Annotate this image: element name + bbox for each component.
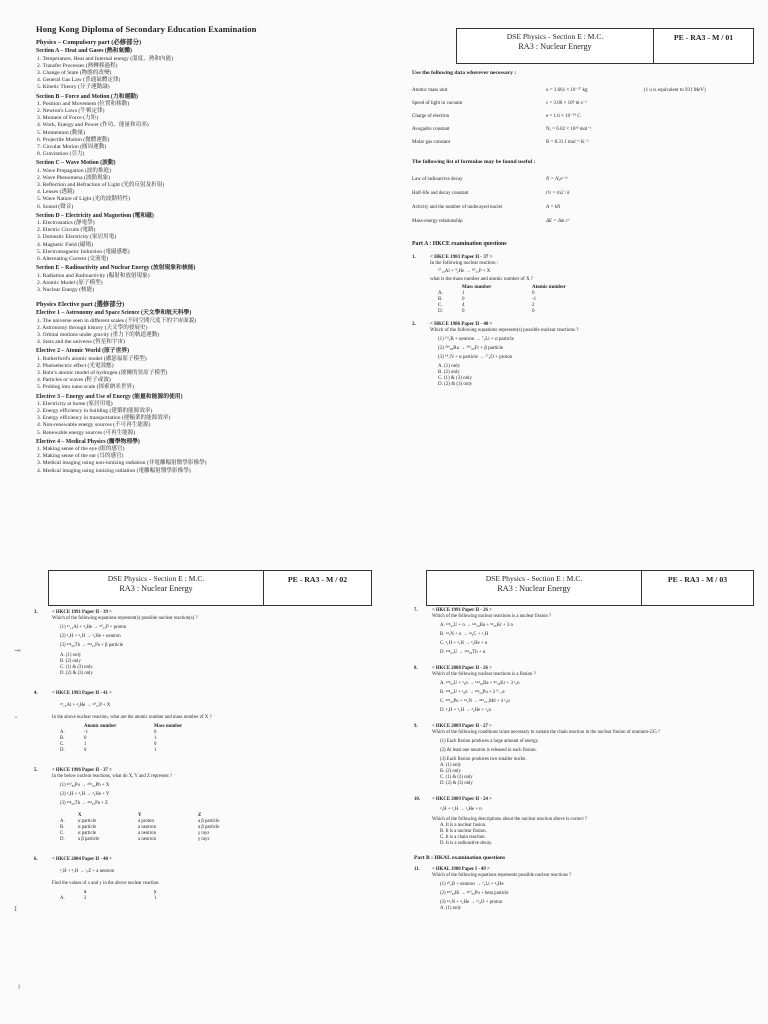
table-header: Z	[198, 813, 202, 818]
compulsory-part-title: Physics – Compulsory part (必修部分)	[36, 39, 142, 47]
option-letter: B.	[60, 825, 65, 830]
section-item: 2. Photoelectric effect (光電效應)	[37, 362, 114, 369]
section-item: 6. Projectile Motion (拋體運動)	[37, 136, 110, 143]
elective-sections	[36, 310, 366, 474]
equation: D. ²³⁸₉₂U → ²³⁴₉₀Th + α	[440, 650, 486, 655]
equation: (2) ²¹⁰₈₃Bi → ²¹⁰₈₄Po + beta particle	[440, 891, 509, 896]
section-item: 3. Orbital motions under gravity (重力下的軌道運動)	[37, 331, 160, 338]
question-7	[414, 608, 744, 656]
question-number: 10.	[414, 797, 420, 802]
section-item: 3. Nuclear Energy (核能)	[37, 286, 95, 293]
section-title: Elective 4 – Medical Physics (醫學物理學)	[36, 438, 140, 445]
table-cell: a β particle	[198, 819, 220, 824]
answer-option: C. (1) & (3) only	[60, 665, 93, 670]
question-source: < HKCE 2004 Paper II - 40 >	[52, 857, 112, 862]
equation: ²₁H + ²₁H → ³₂He + n	[440, 807, 482, 812]
question-number: 2.	[412, 322, 416, 327]
table-cell: 0	[154, 742, 157, 747]
question-text: In the below nuclear reactions, what do X, Y and Z represent ?	[52, 774, 173, 779]
margin-scribble: ˇ	[14, 716, 18, 725]
equation: (1) ²¹⁰₈₄Po → ²⁰⁶₈₂Pb + X	[60, 783, 110, 788]
section-item: 1. Making sense of the eye (眼的感官)	[37, 445, 125, 452]
section-item: 3. Change of State (物態的改變)	[37, 70, 112, 77]
table-header: Atomic number	[532, 285, 566, 290]
section-item: 3. Bohr's atomic model of hydrogen (玻爾的氫原子模型)	[37, 369, 168, 376]
table-cell: 0	[84, 748, 87, 753]
section-title: Elective 3 – Energy and Use of Energy (能量和能源的使用)	[36, 393, 183, 400]
equation: B. ¹⁴₇N + n → ¹⁴₆C + ¹₁H	[440, 632, 489, 637]
table-cell: α particle	[78, 831, 97, 836]
header-topic: RA3 : Nuclear Energy	[518, 42, 592, 51]
table-cell: 0	[532, 309, 535, 314]
answer-table	[34, 724, 354, 754]
table-cell: a β particle	[198, 825, 220, 830]
section-item: 2. Electric Circuits (電路)	[37, 227, 96, 234]
header-page-code: PE - RA3 - M / 02	[287, 575, 348, 584]
section-title: Section D – Electricity and Magnetism (電和磁)	[36, 212, 154, 219]
answer-option: A. (1) only	[440, 906, 462, 911]
equation: ²⁷₁₃Al + ⁴₂He → ³⁰₁₅P + X	[60, 703, 111, 708]
answer-option: A. (1) only	[440, 763, 462, 768]
section-item: 3. Reflection and Refraction of Light (光的反射及折射)	[37, 182, 165, 189]
section-item: 5. Probing into nano scale (探索納米世界)	[37, 384, 134, 391]
table-header: y	[154, 890, 157, 895]
page-02-body	[34, 610, 354, 909]
worksheet-page-03	[384, 512, 768, 1024]
constant-name: Speed of light in vacuum	[412, 100, 463, 106]
equation: (3) ²³⁴₉₀Th → ²³⁴₉₁Pa + Z	[60, 801, 108, 806]
question-source: < HKCE 2008 Paper II - 26 >	[432, 666, 492, 671]
equation: (3) ²³⁴₉₀Th → ²³⁴₉₁Pa + β particle	[60, 643, 124, 648]
section-item: 3. Domestic Electricity (家居用電)	[37, 234, 117, 241]
table-cell: α particle	[78, 825, 97, 830]
question-number: 5.	[34, 768, 38, 773]
section-item: 5. Wave Nature of Light (光的波動特性)	[37, 196, 130, 203]
equation: (3) ¹⁴₇N + ⁴₂He → ¹⁷₈O + proton	[440, 900, 503, 905]
table-cell: 0	[532, 291, 535, 296]
question-ask: In the above nuclear reaction, what are the atomic number and mass number of X ?	[52, 715, 212, 720]
option-letter: D.	[60, 748, 65, 753]
option-letter: D.	[60, 837, 65, 842]
option-letter: A.	[60, 730, 65, 735]
section-item: 1. Temperature, Heat and Internal energy (溫度、熱和內能)	[37, 55, 174, 62]
option-letter: B.	[438, 297, 443, 302]
table-cell: -1	[532, 297, 537, 302]
formula-value: ΔE = Δm c²	[546, 219, 570, 224]
table-cell: 1	[84, 742, 87, 747]
section-item: 1. Electrostatics (靜電學)	[37, 220, 95, 227]
section-item: 5. Renewable energy sources (可再生能源)	[37, 429, 136, 436]
section-item: 1. Electricity at home (家居用電)	[37, 400, 113, 407]
answer-option: A. (1) only	[438, 364, 461, 369]
formula-name: Half-life and decay constant	[412, 191, 469, 196]
question-ask: Find the values of x and y in the above nuclear reaction.	[52, 881, 160, 886]
question-11	[414, 867, 744, 912]
constant-value: e = 1.6 × 10⁻¹⁹ C	[546, 113, 581, 119]
header-title-cell	[457, 29, 654, 63]
formulae-table	[412, 173, 748, 229]
section-item: 4. Lenses (透鏡)	[37, 189, 75, 196]
question-2	[412, 322, 748, 388]
constant-row	[412, 136, 748, 149]
answer-option: C. (1) & (3) only	[440, 775, 473, 780]
equation: (1) ¹⁰₅B + neutron → ⁷₃Li + α particle	[438, 337, 514, 342]
header-course: DSE Physics - Section E : M.C.	[485, 574, 583, 583]
option-letter: A.	[60, 819, 65, 824]
question-source: < HKCE 2009 Paper II - 27 >	[432, 724, 492, 729]
question-1	[412, 255, 748, 315]
section-title: Elective 2 – Atomic World (原子世界)	[36, 348, 130, 355]
equation: (1) ¹⁰₅B + neutron → ⁷₃Li + ⁴₂He	[440, 882, 504, 887]
table-cell: 1	[154, 896, 157, 901]
equation: B. ²³⁸₉₂U + ¹₀n → ²³⁹₉₄Pu + 2 ⁰₋₁e	[440, 690, 505, 695]
data-intro: Use the following data wherever necessary :	[412, 70, 517, 76]
section-item: 1. Radiation and Radioactivity (輻射和放射現象)	[37, 272, 150, 279]
table-cell: 1	[154, 736, 157, 741]
table-header: X	[78, 813, 82, 818]
table-cell: a neutron	[138, 825, 156, 830]
answer-option: C. It is a chain reaction.	[440, 835, 486, 840]
header-page-code: PE - RA3 - M / 03	[667, 575, 728, 584]
header-course: DSE Physics - Section E : M.C.	[107, 574, 205, 583]
syllabus-content	[36, 26, 366, 475]
header-topic: RA3 : Nuclear Energy	[497, 584, 571, 593]
section-item: 3. Medical imaging using non-ionizing radiation (非電離輻射醫學影像學)	[37, 460, 207, 467]
header-course: DSE Physics - Section E : M.C.	[506, 32, 604, 41]
constant-row	[412, 97, 748, 110]
formula-value: t½ = ln2 / k	[546, 191, 570, 196]
table-cell: 0	[84, 736, 87, 741]
question-number: 3.	[34, 610, 38, 615]
constant-row	[412, 123, 748, 136]
table-cell: 0	[154, 730, 157, 735]
equation: (2) ²₁H + ²₁H → ³₂He + Y	[60, 792, 110, 797]
section-title: Section E – Radioactivity and Nuclear Energy (放射現象和核能)	[36, 265, 196, 272]
formula-row	[412, 201, 748, 215]
answer-table	[412, 285, 748, 315]
table-header: Y	[138, 813, 142, 818]
question-ask: what is the mass number and atomic number of X ?	[430, 277, 534, 282]
question-text: Which of the following conditions is/are necessary to sustain the chain reaction in the nuclear fission of uranium-235 ?	[432, 730, 661, 735]
answer-option: D. It is a radioactive decay.	[440, 841, 493, 846]
answer-option: B. (2) only	[440, 769, 461, 774]
table-row	[438, 309, 748, 315]
constant-value: R = 8.31 J mol⁻¹ K⁻¹	[546, 139, 589, 145]
header-topic: RA3 : Nuclear Energy	[119, 584, 193, 593]
section-item: 2. Newton's Laws (牛頓定律)	[37, 108, 105, 115]
table-cell: 0	[462, 309, 465, 314]
section-item: 1. Rutherford's atomic model (盧瑟福原子模型)	[37, 355, 147, 362]
question-6	[34, 857, 354, 902]
table-cell: 4	[462, 303, 465, 308]
formula-name: Law of radioactive decay	[412, 177, 463, 182]
section-item: 5. Momentum (動量)	[37, 129, 86, 136]
section-item: 3. Energy efficiency in transportation (運輸業的能源效率)	[37, 415, 171, 422]
equation: (3) ¹⁴₇N + α particle → ¹⁷₈O + proton	[438, 355, 513, 360]
condition: (3) Each fission produces two smaller nuclei.	[440, 757, 527, 762]
header-title-cell	[427, 571, 642, 605]
section-title: Section A – Heat and Gases (熱和氣體)	[36, 48, 132, 55]
section-item: 4. Magnetic Field (磁場)	[37, 241, 93, 248]
question-number: 1.	[412, 255, 416, 260]
section-title: Elective 1 – Astronomy and Space Science (天文學和航天科學)	[36, 310, 192, 317]
part-b-title: Part B : HKAL examination questions	[414, 855, 506, 861]
syllabus-page	[0, 0, 384, 512]
section-item: 1. Position and Movement (位置和移動)	[37, 100, 130, 107]
answer-table	[34, 813, 354, 843]
answer-option: A. It is a nuclear fusion.	[440, 823, 487, 828]
question-source: < HKCE 1991 Paper II - 26 >	[432, 608, 492, 613]
constant-name: Atomic mass unit	[412, 87, 448, 93]
section-item: 4. Non-renewable energy sources (不可再生能源)	[37, 422, 151, 429]
question-text: Which of the following equations represents possible nuclear reactions ?	[432, 873, 572, 878]
question-9	[414, 724, 744, 787]
part-a-title: Part A : HKCE examination questions	[412, 241, 507, 247]
question-3	[34, 610, 354, 677]
section-item: 5. Kinetic Theory (分子運動論)	[37, 84, 110, 91]
question-source: < HKCE 1991 Paper II - 39 >	[52, 610, 112, 615]
constant-name: Molar gas constant	[412, 139, 451, 145]
worksheet-page-02	[0, 512, 384, 1024]
question-5	[34, 768, 354, 843]
question-source: < HKCE 2009 Paper II - 24 >	[432, 797, 492, 802]
constant-value: Nₐ = 6.02 × 10²³ mol⁻¹	[546, 126, 592, 132]
table-header: x	[84, 890, 87, 895]
constant-value: c = 3.00 × 10⁸ m s⁻¹	[546, 100, 587, 106]
question-text: Which of the following descriptions about the nuclear reaction above is correct ?	[432, 817, 588, 822]
equation: (2) ²²⁶₈₈Ra → ²²⁶₈₉Fr + β particle	[438, 346, 504, 351]
question-source: < HKCE 1986 Paper II - 40 >	[430, 322, 493, 327]
answer-option: C. (1) & (3) only	[438, 376, 473, 381]
section-item: 3. Moment of Force (力矩)	[37, 115, 99, 122]
section-item: 1. Wave Propagation (波的推進)	[37, 167, 112, 174]
formula-row	[412, 187, 748, 201]
syllabus-title: Hong Kong Diploma of Secondary Education Examination	[36, 24, 257, 34]
constants-table	[412, 84, 748, 149]
answer-option: B. (2) only	[60, 659, 81, 664]
section-item: 2. Astronomy through history (天文學的發展史)	[37, 324, 148, 331]
table-cell: γ rays	[198, 831, 210, 836]
condition: (2) At least one neutron is released in each fission.	[440, 748, 537, 753]
equation: C. ²³⁹₉₄Pu + ¹⁴₇N → ²⁴⁹₁₀₁Md + 4 ¹₀n	[440, 699, 510, 704]
question-number: 9.	[414, 724, 418, 729]
question-source: < HKCE 1983 Paper II - 37 >	[430, 255, 493, 260]
margin-scribble: ⊸	[14, 646, 21, 655]
formula-row	[412, 173, 748, 187]
section-item: 2. Wave Phenomena (波動現象)	[37, 174, 111, 181]
section-item: 7. Circular Motion (圓周運動)	[37, 144, 107, 151]
header-page-code: PE - RA3 - M / 01	[673, 33, 734, 42]
formula-name: Mass-energy relationship	[412, 219, 463, 224]
answer-option: A. (1) only	[60, 653, 82, 658]
question-source: < HKCE 1996 Paper II - 37 >	[52, 768, 112, 773]
section-item: 6. Sound (聲音)	[37, 203, 74, 210]
table-cell: -1	[84, 730, 88, 735]
table-row	[60, 748, 354, 754]
question-text: In the following nuclear reaction :	[430, 261, 499, 266]
table-header: Mass number	[462, 285, 492, 290]
answer-table	[34, 890, 354, 902]
section-item: 2. Energy efficiency in building (建築的能源效率)	[37, 407, 153, 414]
section-item: 8. Gravitation (引力)	[37, 151, 85, 158]
table-cell: a neutron	[138, 831, 156, 836]
equation: ²⁷₁₃Al + ⁴₂He → ³⁰₁₅P + X	[438, 269, 491, 274]
answer-option: B. (2) only	[438, 370, 460, 375]
question-text: Which of the following equations represent(s) possible nuclear reaction(s) ?	[52, 616, 198, 621]
margin-scribble: ɪ	[14, 904, 17, 913]
option-letter: D.	[438, 309, 443, 314]
option-letter: C.	[60, 831, 65, 836]
compulsory-sections	[36, 48, 366, 294]
question-text: Which of the following equations represent(s) possible nuclear reactions ?	[430, 328, 579, 333]
formula-name: Activity and the number of undecayed nuclei	[412, 205, 503, 210]
table-row	[60, 837, 354, 843]
table-header: Mass number	[154, 724, 183, 729]
question-number: 11.	[414, 867, 420, 872]
header-title-cell	[49, 571, 264, 605]
question-source: < HKAL 1980 Paper I - 49 >	[432, 867, 490, 872]
equation: D. ²₁H + ³₁H → ⁴₂He + ¹₀n	[440, 708, 491, 713]
table-cell: α particle	[78, 819, 97, 824]
page-header	[48, 570, 372, 606]
question-8	[414, 666, 744, 714]
table-cell: γ rays	[198, 837, 210, 842]
constant-name: Avogadro constant	[412, 126, 450, 132]
table-header: Atomic number	[84, 724, 117, 729]
section-item: 4. General Gas Law (普通氣體定律)	[37, 77, 121, 84]
question-text: Which of the following nuclear reactions is a fission ?	[432, 672, 536, 677]
question-source: < HKCE 1993 Paper II - 41 >	[52, 691, 112, 696]
question-text: Which of the following nuclear reactions is a nuclear fission ?	[432, 614, 552, 619]
equation: A. ²³⁵₉₂U + n → ¹⁴¹₅₆Ba + ⁹²₃₆Kr + 3 n	[440, 623, 513, 628]
page-header	[426, 570, 754, 606]
equation: ²₁H + ²₁H → ʸₓZ + a neutron	[60, 869, 115, 874]
section-title: Section B – Force and Motion (力和運動)	[36, 93, 138, 100]
section-item: 4. Stars and the universe (恆星和宇宙)	[37, 339, 125, 346]
answer-option: D. (2) & (3) only	[440, 781, 473, 786]
question-4	[34, 691, 354, 754]
section-title: Section C – Wave Motion (波動)	[36, 160, 116, 167]
section-item: 2. Atomic Model (原子模型)	[37, 279, 103, 286]
elective-part-title: Physics Elective part (選修部分)	[36, 301, 125, 309]
option-letter: A.	[60, 896, 65, 901]
constant-value: u = 1.661 × 10⁻²⁷ kg	[546, 87, 588, 93]
equation: (1) ²⁷₁₃Al + ⁴₂He → ³⁰₁₅P + proton	[60, 625, 127, 630]
formula-value: N = N₀e⁻ᵏᵗ	[546, 177, 568, 182]
question-number: 8.	[414, 666, 418, 671]
question-number: 7.	[414, 608, 418, 613]
option-letter: C.	[438, 303, 443, 308]
table-cell: 0	[462, 297, 465, 302]
page-03-body	[414, 608, 744, 919]
section-item: 4. Particles or waves (粒子或波)	[37, 377, 111, 384]
page-01-body	[412, 70, 748, 395]
answer-option: B. It is a nuclear fission.	[440, 829, 487, 834]
section-item: 5. Electromagnetic Induction (電磁感應)	[37, 248, 130, 255]
option-letter: A.	[438, 291, 443, 296]
question-number: 4.	[34, 691, 38, 696]
table-cell: a neutron	[138, 837, 156, 842]
worksheet-page-01	[384, 0, 768, 512]
section-item: 1. The universe seen in different scales (不同空間尺度下的宇宙面貌)	[37, 317, 197, 324]
answer-option: D. (2) & (3) only	[438, 382, 473, 387]
equation: C. ²₁H + ²₁H → ³₂He + n	[440, 641, 488, 646]
constant-row	[412, 84, 748, 97]
option-letter: B.	[60, 736, 65, 741]
constant-note: (1 u is equivalent to 931 MeV)	[644, 87, 706, 93]
constant-name: Charge of electron	[412, 113, 450, 119]
table-cell: a proton	[138, 819, 154, 824]
table-row	[60, 896, 354, 902]
option-letter: C.	[60, 742, 65, 747]
equation: (2) ²₁H + ²₁H → ³₂He + neutron	[60, 634, 121, 639]
section-item: 2. Making sense of the ear (耳的感官)	[37, 453, 124, 460]
constant-row	[412, 110, 748, 123]
formula-intro: The following list of formulae may be found useful :	[412, 159, 536, 165]
answer-option: D. (2) & (3) only	[60, 671, 93, 676]
section-item: 4. Work, Energy and Power (作功、能量和功率)	[37, 122, 149, 129]
condition: (1) Each fission produces a large amount of energy.	[440, 739, 539, 744]
formula-value: A = kN	[546, 205, 561, 210]
question-10	[414, 797, 744, 847]
table-cell: 1	[154, 748, 157, 753]
section-item: 6. Alternating Current (交流電)	[37, 256, 109, 263]
equation: A. ²³⁵₉₂U + ¹₀n → ¹⁴⁴₅₆Ba + ⁸⁹₃₆Kr + 3 ¹₀n	[440, 681, 520, 686]
table-cell: 2	[532, 303, 535, 308]
table-cell: 2	[84, 896, 87, 901]
margin-scribble: ı	[18, 982, 21, 991]
section-item: 2. Transfer Processes (熱轉移過程)	[37, 62, 118, 69]
question-number: 6.	[34, 857, 38, 862]
section-item: 4. Medical imaging using ionizing radiation (電離輻射醫學影像學)	[37, 467, 191, 474]
table-cell: a β particle	[78, 837, 100, 842]
formula-row	[412, 215, 748, 229]
page-header	[456, 28, 754, 64]
table-cell: 1	[462, 291, 465, 296]
